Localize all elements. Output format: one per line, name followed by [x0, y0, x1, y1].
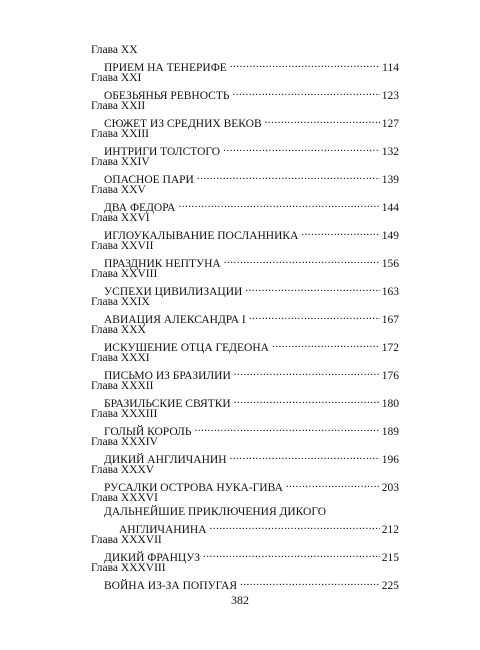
- dot-leader: [234, 365, 380, 379]
- dot-leader: [232, 85, 379, 99]
- dot-leader: [178, 197, 379, 211]
- entry-title: РУСАЛКИ ОСТРОВА НУКА-ГИВА: [104, 482, 283, 494]
- toc-entry: [104, 197, 399, 214]
- entry-title: ПИСЬМО ИЗ БРАЗИЛИИ: [104, 370, 231, 382]
- entry-title: ОБЕЗЬЯНЬЯ РЕВНОСТЬ: [104, 90, 230, 102]
- dot-leader: [234, 393, 380, 407]
- toc-entry: [104, 113, 399, 130]
- toc-entry: [104, 253, 399, 270]
- entry-page-number: 139: [381, 174, 399, 186]
- entry-title: ПРИЕМ НА ТЕНЕРИФЕ: [104, 62, 227, 74]
- toc-entry: [104, 449, 399, 466]
- dot-leader: [240, 575, 380, 589]
- entry-title: ИНТРИГИ ТОЛСТОГО: [104, 146, 221, 158]
- toc-entry: [104, 421, 399, 438]
- entry-title: ВОЙНА ИЗ-ЗА ПОПУГАЯ: [104, 580, 238, 592]
- chapter-label: Глава XXXVI: [91, 492, 158, 504]
- entry-title-line1: ДАЛЬНЕЙШИЕ ПРИКЛЮЧЕНИЯ ДИКОГО: [104, 506, 327, 518]
- dot-leader: [224, 253, 380, 267]
- chapter-label: Глава XXVIII: [91, 268, 158, 280]
- table-of-contents: [91, 43, 399, 592]
- entry-page-number: 127: [381, 118, 399, 130]
- entry-page-number: 196: [381, 454, 399, 466]
- dot-leader: [265, 113, 380, 127]
- toc-entry: [104, 337, 399, 354]
- entry-page-number: 167: [381, 314, 399, 326]
- dot-leader: [286, 477, 380, 491]
- entry-title: ДИКИЙ АНГЛИЧАНИН: [104, 454, 227, 466]
- dot-leader: [194, 421, 379, 435]
- toc-entry: [104, 225, 399, 242]
- entry-page-number: 149: [381, 230, 399, 242]
- toc-entry: [104, 281, 399, 298]
- dot-leader: [249, 309, 380, 323]
- dot-leader: [301, 225, 379, 239]
- chapter-label: Глава XXIX: [91, 296, 150, 308]
- toc-entry: [104, 309, 399, 326]
- chapter-label: Глава XXXII: [91, 380, 154, 392]
- dot-leader: [210, 519, 380, 533]
- entry-title: УСПЕХИ ЦИВИЛИЗАЦИИ: [104, 286, 243, 298]
- entry-page-number: 176: [381, 370, 399, 382]
- entry-title: ПРАЗДНИК НЕПТУНА: [104, 258, 221, 270]
- dot-leader: [230, 57, 380, 71]
- entry-title: ИСКУШЕНИЕ ОТЦА ГЕДЕОНА: [104, 342, 269, 354]
- entry-title: ДИКИЙ ФРАНЦУЗ: [104, 552, 200, 564]
- chapter-label: Глава XXXVII: [91, 534, 162, 546]
- chapter-label: Глава XXXIII: [91, 408, 158, 420]
- entry-page-number: 180: [381, 398, 399, 410]
- entry-page-number: 132: [381, 146, 399, 158]
- dot-leader: [230, 449, 380, 463]
- entry-page-number: 189: [381, 426, 399, 438]
- toc-entry: [104, 365, 399, 382]
- dot-leader: [272, 337, 380, 351]
- entry-title: ОПАСНОЕ ПАРИ: [104, 174, 194, 186]
- toc-entry: [104, 141, 399, 158]
- entry-title: АНГЛИЧАНИНА: [119, 524, 207, 536]
- chapter-label: Глава XXV: [91, 184, 146, 196]
- entry-title: СЮЖЕТ ИЗ СРЕДНИХ ВЕКОВ: [104, 118, 262, 130]
- chapter-label: Глава XXII: [91, 100, 146, 112]
- entry-page-number: 215: [381, 552, 399, 564]
- chapter-label: Глава XX: [91, 44, 138, 56]
- chapter-label: Глава XXI: [91, 72, 142, 84]
- toc-entry: [104, 57, 399, 74]
- entry-page-number: 225: [381, 580, 399, 592]
- toc-entry: [104, 575, 399, 592]
- chapter-label: Глава XXXV: [91, 464, 155, 476]
- entry-page-number: 156: [381, 258, 399, 270]
- chapter-label: Глава XXVI: [91, 212, 150, 224]
- toc-entry: [119, 519, 399, 536]
- entry-page-number: 203: [381, 482, 399, 494]
- page-number: 382: [231, 593, 249, 607]
- dot-leader: [223, 141, 380, 155]
- toc-entry: [104, 85, 399, 102]
- toc-entry: [104, 547, 399, 564]
- chapter-label: Глава XXXIV: [91, 436, 158, 448]
- entry-title: ДВА ФЕДОРА: [104, 202, 176, 214]
- dot-leader: [245, 281, 379, 295]
- entry-page-number: 123: [381, 90, 399, 102]
- entry-page-number: 144: [381, 202, 399, 214]
- dot-leader: [203, 547, 380, 561]
- toc-entry: [104, 169, 399, 186]
- dot-leader: [197, 169, 380, 183]
- entry-title: ИГЛОУКАЛЫВАНИЕ ПОСЛАННИКА: [104, 230, 299, 242]
- chapter-label: Глава XXXI: [91, 352, 150, 364]
- chapter-label: Глава XXIII: [91, 128, 149, 140]
- entry-page-number: 172: [381, 342, 399, 354]
- entry-page-number: 163: [381, 286, 399, 298]
- chapter-label: Глава XXIV: [91, 156, 150, 168]
- entry-title: ГОЛЫЙ КОРОЛЬ: [104, 426, 192, 438]
- entry-page-number: 114: [382, 62, 399, 74]
- chapter-label: Глава XXVII: [91, 240, 154, 252]
- toc-entry: [104, 393, 399, 410]
- entry-title: АВИАЦИЯ АЛЕКСАНДРА I: [104, 314, 246, 326]
- chapter-label: Глава XXX: [91, 324, 146, 336]
- entry-page-number: 212: [381, 524, 399, 536]
- entry-title: БРАЗИЛЬСКИЕ СВЯТКИ: [104, 398, 231, 410]
- toc-entry: [104, 477, 399, 494]
- chapter-label: Глава XXXVIII: [91, 562, 166, 574]
